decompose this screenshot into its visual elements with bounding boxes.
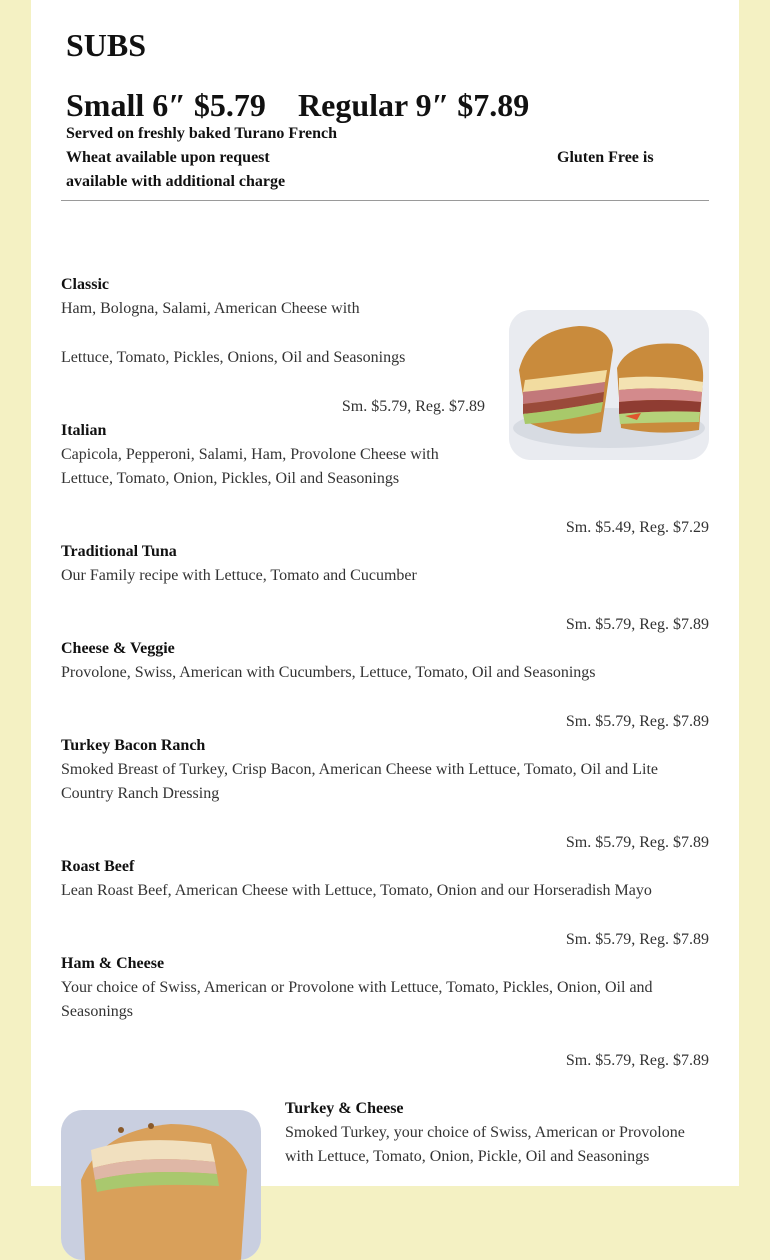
menu-item-name: Turkey & Cheese	[285, 1100, 404, 1117]
menu-item-name: Ham & Cheese	[61, 955, 165, 972]
regular-size-price: Regular 9″ $7.89	[298, 87, 530, 123]
menu-item-description: Our Family recipe with Lettuce, Tomato and Cucumber	[61, 567, 417, 584]
menu-item-name: Roast Beef	[61, 858, 135, 875]
sub-sandwich-photo	[509, 310, 709, 460]
menu-item-price: Sm. $5.79, Reg. $7.89	[565, 616, 709, 633]
sub-sandwich-image	[509, 310, 709, 460]
menu-item-price: Sm. $5.79, Reg. $7.89	[565, 931, 709, 948]
menu-page	[31, 0, 739, 1186]
menu-item-description: Smoked Turkey, your choice of Swiss, American or Provolone with Lettuce, Tomato, Onion, Pickle, Oil and Seasonings	[285, 1124, 685, 1165]
menu-item-name: Traditional Tuna	[61, 543, 177, 560]
menu-item-name: Turkey Bacon Ranch	[61, 737, 206, 754]
menu-item-description: Lean Roast Beef, American Cheese with Lettuce, Tomato, Onion and our Horseradish Mayo	[61, 882, 652, 899]
bread-note-line1: Served on freshly baked Turano French	[66, 125, 338, 142]
bread-note-line3: available with additional charge	[66, 173, 286, 190]
menu-item-price: Sm. $5.49, Reg. $7.29	[565, 519, 709, 536]
menu-item-description: Lettuce, Tomato, Onion, Pickles, Oil and Seasonings	[61, 470, 400, 487]
bread-note-line2: Wheat available upon request	[66, 149, 270, 166]
menu-item-name: Classic	[61, 276, 109, 293]
menu-item-description: Ham, Bologna, Salami, American Cheese with	[61, 300, 360, 317]
small-size-price: Small 6″ $5.79	[66, 87, 266, 123]
menu-item-name: Cheese & Veggie	[61, 640, 175, 657]
menu-item-description: Lettuce, Tomato, Pickles, Onions, Oil and Seasonings	[61, 349, 406, 366]
menu-item-price: Sm. $5.79, Reg. $7.89	[341, 398, 485, 415]
menu-item-description: Capicola, Pepperoni, Salami, Ham, Provolone Cheese with	[61, 446, 439, 463]
sub-sandwich-photo	[61, 1110, 261, 1260]
menu-item-name: Italian	[61, 422, 107, 439]
header-divider	[61, 200, 709, 201]
menu-item-price: Sm. $5.79, Reg. $7.89	[565, 713, 709, 730]
gluten-free-note: Gluten Free is	[557, 149, 654, 166]
menu-item-description: Smoked Breast of Turkey, Crisp Bacon, American Cheese with Lettuce, Tomato, Oil and Lite Country Ranch Dressing	[61, 761, 658, 802]
menu-item-price: Sm. $5.79, Reg. $7.89	[565, 1052, 709, 1069]
sub-sandwich-image	[61, 1110, 261, 1260]
page-title: SUBS	[66, 27, 147, 63]
menu-item-price: Sm. $5.79, Reg. $7.89	[565, 834, 709, 851]
menu-item-description: Your choice of Swiss, American or Provolone with Lettuce, Tomato, Pickles, Onion, Oil and Seasonings	[61, 979, 653, 1020]
menu-item-description: Provolone, Swiss, American with Cucumbers, Lettuce, Tomato, Oil and Seasonings	[61, 664, 596, 681]
